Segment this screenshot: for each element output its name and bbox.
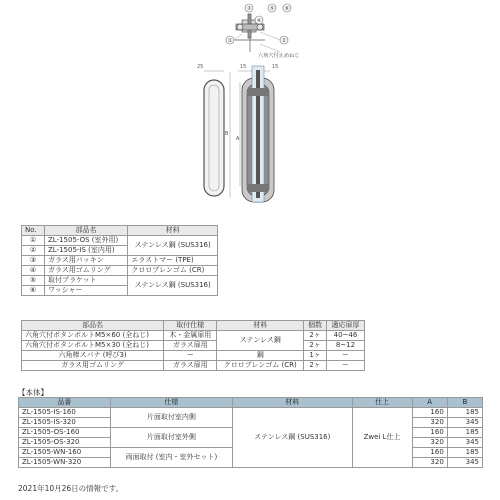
col-part-name: 部品名 [22,321,164,331]
parts-table [21,225,218,296]
callout-5: ⑤ [269,6,275,12]
col-install-spec: 取付仕様 [164,321,217,331]
table-row: 六角穴付ボタンボルトM5×60 (全ねじ) 木・金属扉用 ステンレス鋼 2ヶ 40~46 [22,331,365,341]
table-row: ZL-1505-OS-160 片面取付室外側 160 185 [19,428,483,438]
col-spec: 仕様 [110,398,232,408]
col-qty: 個数 [304,321,327,331]
col-name: 部品名 [45,226,128,236]
callout-2: ② [281,38,287,44]
col-a: A [412,398,447,408]
accessory-table [21,320,365,371]
col-material: 材料 [233,398,353,408]
col-b: B [447,398,482,408]
dim-a: A [236,136,240,142]
table-row: ガラス用ゴムリング ガラス扉用 クロロプレンゴム (CR) 2ヶ ー [22,361,365,371]
handle-side-view [204,80,224,196]
callout-1: ① [227,38,233,44]
dim-15-right: 15 [272,64,279,70]
col-material: 材料 [217,321,304,331]
col-product-code: 品番 [19,398,111,408]
table-row: ZL-1505-IS-320 320 345 [19,418,483,428]
table-row: ZL-1505-OS-320 320 345 [19,438,483,448]
table-row: ② ZL-1505-IS (室内用) [22,246,218,256]
dim-25: 25 [197,64,204,70]
col-door-thickness: 適応扉厚 [326,321,364,331]
table-row: ③ ガラス用パッキン エラストマー (TPE) [22,256,218,266]
table-row: ④ ガラス用ゴムリング クロロプレンゴム (CR) [22,266,218,276]
table-row: ⑥ ワッシャー [22,286,218,296]
dim-b: B [225,131,229,137]
callout-4: ④ [256,18,262,24]
table-row: ZL-1505-WN-160 両面取付 (室内・室外セット) 160 185 [19,448,483,458]
callout-3: ③ [246,6,252,12]
table-row: ZL-1505-WN-320 320 345 [19,458,483,468]
handle-section-view [242,66,274,202]
col-no: No. [22,226,45,236]
section-title: 【本体】 [18,388,48,397]
main-product-table [18,397,483,468]
table-row: 六角棒スパナ (呼び3) ー 鋼 1ヶ ー [22,351,365,361]
technical-drawing [190,0,320,205]
table-row: ⑤ 取付ブラケット ステンレス鋼 (SUS316) [22,276,218,286]
callout-6: ⑥ [284,6,290,12]
table-row: ① ZL-1505-OS (室外用) ステンレス鋼 (SUS316) [22,236,218,246]
dim-15-left: 15 [240,64,247,70]
col-material: 材料 [128,226,218,236]
footnote: 2021年10月26日の情報です。 [18,484,124,493]
callout-label: 六角穴付止めねじ [258,53,300,59]
col-finish: 仕上 [352,398,412,408]
table-row: 六角穴付ボタンボルトM5×30 (全ねじ) ガラス扉用 2ヶ 8~12 [22,341,365,351]
table-row: ZL-1505-IS-160 片面取付室内側 ステンレス鋼 (SUS316) Zwei L仕上 160 185 [19,408,483,418]
